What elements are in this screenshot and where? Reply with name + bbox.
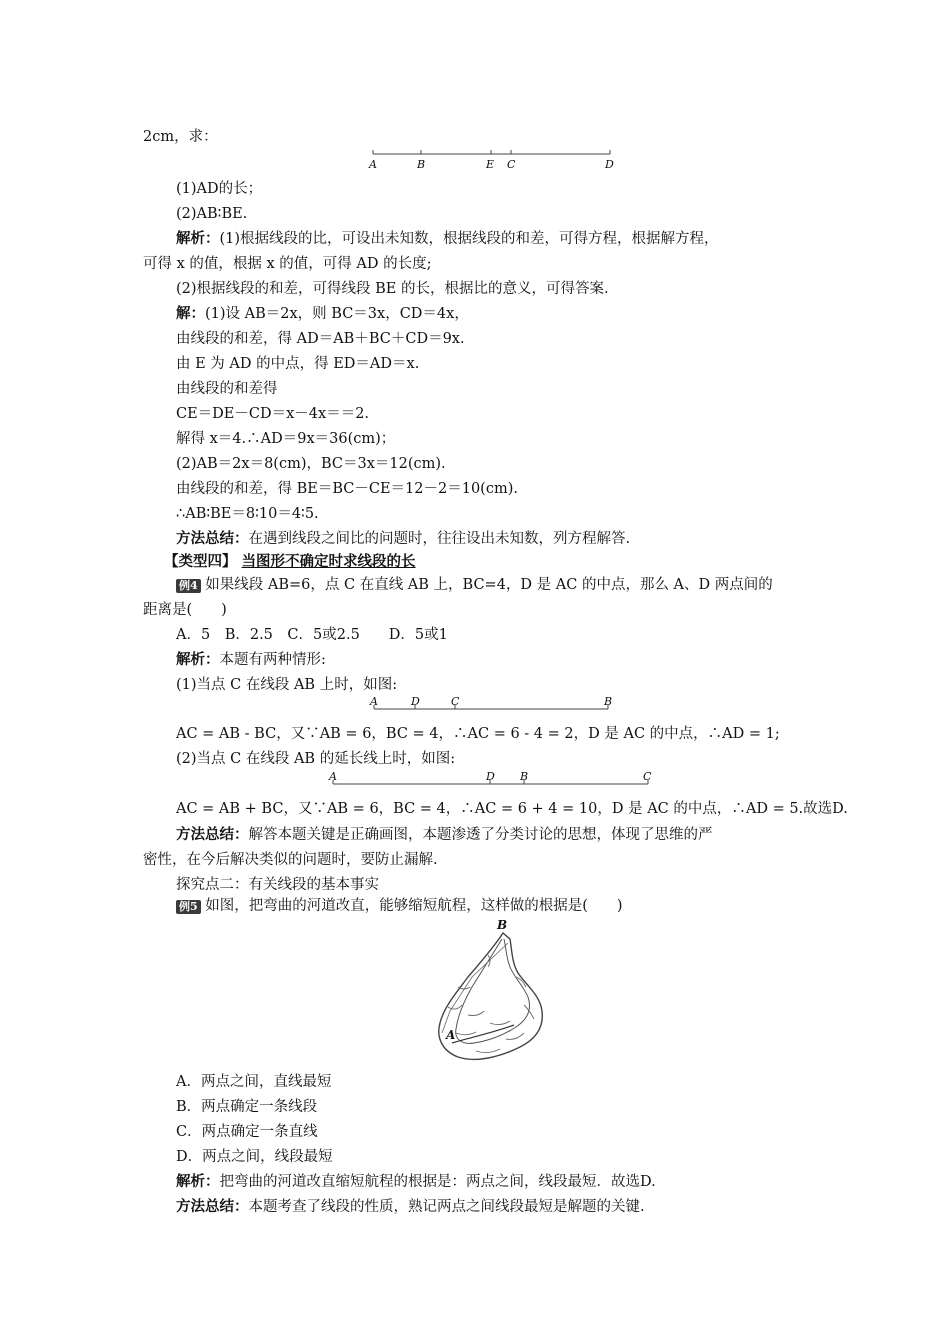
point-label-d: D: [486, 770, 495, 783]
case-2-calculation: AC = AB + BC，又∵AB = 6，BC = 4，∴AC = 6 + 4 = 10，D 是 AC 的中点，∴AD = 5.故选D.: [176, 801, 848, 817]
solution-line-8: 由线段的和差，得 BE＝BC－CE＝12－2＝10(cm).: [176, 481, 518, 497]
point-label-b: B: [604, 695, 613, 708]
question-2: (2)AB∶BE.: [176, 206, 248, 222]
solution-line-5: CE＝DE－CD＝x－4x＝＝2.: [176, 406, 370, 422]
solution-line-9: ∴AB∶BE＝8∶10＝4∶5.: [176, 506, 319, 522]
example-4-options: A．5 B．2.5 C．5或2.5 D．5或1: [176, 627, 448, 643]
method-summary-1: 方法总结：在遇到线段之间比的问题时，往往设出未知数，列方程解答.: [176, 530, 631, 547]
analysis-line-1: 解析：(1)根据线段的比，可设出未知数，根据线段的和差，可得方程，根据解方程，: [176, 230, 719, 247]
point-label-d: D: [411, 695, 420, 708]
analysis-line-3: (2)根据线段的和差，可得线段 BE 的长，根据比的意义，可得答案.: [176, 281, 609, 297]
option-d: D．两点之间，线段最短: [176, 1149, 333, 1165]
case-1-calculation: AC = AB - BC，又∵AB = 6，BC = 4，∴AC = 6 - 4 = 2，D 是 AC 的中点，∴AD = 1;: [176, 726, 780, 742]
point-label-c: C: [451, 695, 460, 708]
solution-label: 解：: [176, 305, 205, 322]
option-b: B．两点确定一条线段: [176, 1099, 318, 1115]
analysis-4: 解析：本题有两种情形:: [176, 651, 326, 668]
segment-figure-3: [327, 769, 657, 791]
method-summary-4-line-1: 方法总结：解答本题关键是正确画图，本题渗透了分类讨论的思想，体现了思维的严: [176, 826, 713, 843]
type4-heading: 【类型四】 当图形不确定时求线段的长: [164, 553, 416, 570]
method-summary-4-line-2: 密性，在今后解决类似的问题时，要防止漏解.: [143, 852, 438, 868]
analysis-5: 解析：把弯曲的河道改直缩短航程的根据是：两点之间，线段最短．故选D.: [176, 1173, 656, 1190]
river-figure: [428, 915, 558, 1065]
point-label-d: D: [605, 158, 614, 171]
example-4-line-2: 距离是( ): [143, 602, 227, 618]
solution-line-3: 由 E 为 AD 的中点，得 ED＝AD＝x.: [176, 356, 420, 372]
case-1-text: (1)当点 C 在线段 AB 上时，如图:: [176, 677, 398, 693]
segment-figure-1: [365, 146, 625, 172]
example-4-line-1: 例4 如果线段 AB=6，点 C 在直线 AB 上，BC=4，D 是 AC 的中点，那么 A、D 两点间的: [176, 576, 773, 594]
point-label-b: B: [417, 158, 426, 171]
type4-title: 当图形不确定时求线段的长: [241, 553, 416, 570]
example-5-tag: 例5: [176, 900, 201, 914]
option-a: A．两点之间，直线最短: [176, 1074, 332, 1090]
point-label-e: E: [486, 158, 495, 171]
point-label-c: C: [507, 158, 516, 171]
analysis-line-2: 可得 x 的值，根据 x 的值，可得 AD 的长度;: [143, 256, 432, 272]
example-5-line: 例5 如图，把弯曲的河道改直，能够缩短航程，这样做的根据是( ): [176, 897, 623, 915]
solution-line-7: (2)AB＝2x＝8(cm)，BC＝3x＝12(cm).: [176, 456, 446, 472]
point-label-a: A: [370, 695, 378, 708]
problem-fragment: 2cm，求：: [143, 129, 218, 145]
method-summary-5: 方法总结：本题考查了线段的性质，熟记两点之间线段最短是解题的关键.: [176, 1198, 645, 1215]
point-label-a: A: [369, 158, 377, 171]
point-label-c: C: [643, 770, 652, 783]
question-1: (1)AD的长；: [176, 181, 263, 197]
solution-line-1: 解：(1)设 AB＝2x，则 BC＝3x，CD＝4x，: [176, 305, 469, 322]
example-4-tag: 例4: [176, 579, 201, 593]
segment-figure-2: [368, 694, 618, 716]
point-label-b: B: [520, 770, 529, 783]
solution-line-2: 由线段的和差，得 AD＝AB＋BC＋CD＝9x.: [176, 331, 465, 347]
analysis-label: 解析：: [176, 230, 220, 247]
point-label-a: A: [329, 770, 337, 783]
point-label-a: A: [446, 1028, 456, 1042]
case-2-text: (2)当点 C 在线段 AB 的延长线上时，如图:: [176, 751, 456, 767]
method-label: 方法总结：: [176, 530, 249, 547]
explore-point-2: 探究点二：有关线段的基本事实: [176, 877, 379, 893]
point-label-b: B: [497, 918, 508, 932]
option-c: C．两点确定一条直线: [176, 1124, 318, 1140]
solution-line-4: 由线段的和差得: [176, 381, 278, 397]
solution-line-6: 解得 x＝4.∴AD＝9x＝36(cm)；: [176, 431, 396, 447]
